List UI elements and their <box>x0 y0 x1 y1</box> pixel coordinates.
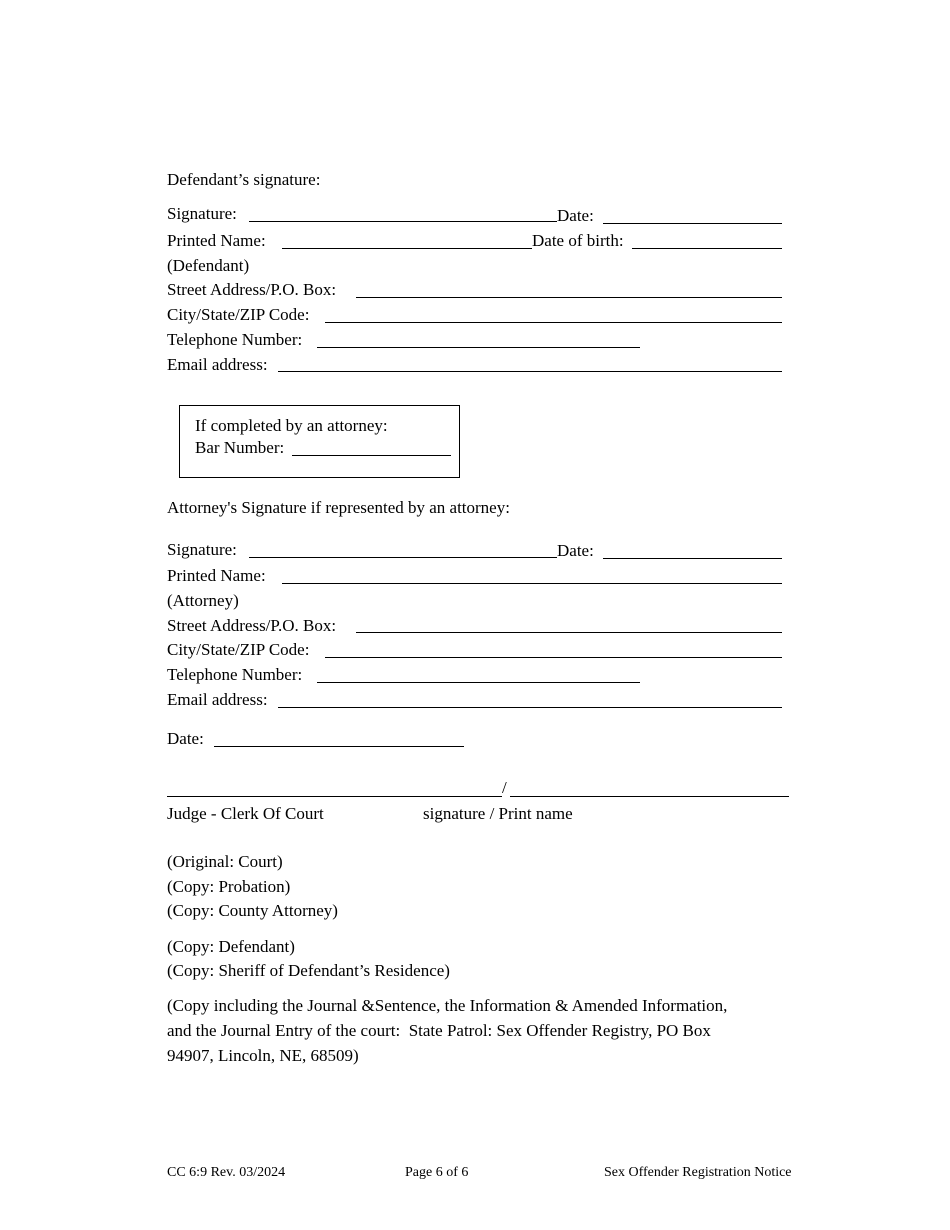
attorney-phone-field[interactable] <box>317 682 640 683</box>
order-date-field[interactable] <box>214 746 464 747</box>
footer-page-number: Page 6 of 6 <box>405 1165 469 1180</box>
attorney-signature-label: Signature: <box>167 540 237 559</box>
defendant-street-field[interactable] <box>356 297 782 298</box>
distribution-item: (Copy: County Attorney) <box>167 901 338 920</box>
attorney-city-label: City/State/ZIP Code: <box>167 640 310 659</box>
defendant-date-label: Date: <box>557 206 594 225</box>
attorney-role-note: (Attorney) <box>167 591 239 610</box>
defendant-printed-name-label: Printed Name: <box>167 231 266 250</box>
attorney-street-label: Street Address/P.O. Box: <box>167 616 337 635</box>
judge-print-name-line[interactable] <box>510 796 789 797</box>
patrol-note-line: (Copy including the Journal &Sentence, the Information & Amended Information, <box>167 996 728 1015</box>
distribution-item: (Copy: Sheriff of Defendant’s Residence) <box>167 961 450 980</box>
attorney-street-field[interactable] <box>356 632 782 633</box>
defendant-email-field[interactable] <box>278 371 782 372</box>
defendant-dob-label: Date of birth: <box>532 231 624 250</box>
attorney-email-label: Email address: <box>167 690 268 709</box>
attorney-box-title: If completed by an attorney: <box>195 416 388 435</box>
defendant-city-label: City/State/ZIP Code: <box>167 305 310 324</box>
attorney-date-field[interactable] <box>603 558 782 559</box>
attorney-email-field[interactable] <box>278 707 782 708</box>
attorney-signature-heading: Attorney's Signature if represented by an attorney: <box>167 498 510 517</box>
defendant-signature-field[interactable] <box>249 221 557 222</box>
defendant-signature-label: Signature: <box>167 204 237 223</box>
attorney-signature-field[interactable] <box>249 557 557 558</box>
attorney-city-field[interactable] <box>325 657 782 658</box>
footer-form-title: Sex Offender Registration Notice <box>604 1165 792 1180</box>
distribution-item: (Copy: Defendant) <box>167 937 295 956</box>
judge-slash: / <box>502 778 507 797</box>
defendant-date-field[interactable] <box>603 223 782 224</box>
distribution-item: (Copy: Probation) <box>167 877 291 896</box>
patrol-note-line: 94907, Lincoln, NE, 68509) <box>167 1046 359 1065</box>
bar-number-label: Bar Number: <box>195 438 285 457</box>
distribution-item: (Original: Court) <box>167 852 283 871</box>
defendant-signature-heading: Defendant’s signature: <box>167 170 321 189</box>
defendant-city-field[interactable] <box>325 322 782 323</box>
defendant-printed-name-field[interactable] <box>282 248 532 249</box>
attorney-phone-label: Telephone Number: <box>167 665 303 684</box>
attorney-date-label: Date: <box>557 541 594 560</box>
defendant-role-note: (Defendant) <box>167 256 250 275</box>
judge-signature-line[interactable] <box>167 796 502 797</box>
defendant-phone-label: Telephone Number: <box>167 330 303 349</box>
judge-clerk-label: Judge - Clerk Of Court <box>167 804 324 823</box>
defendant-phone-field[interactable] <box>317 347 640 348</box>
signature-print-name-label: signature / Print name <box>423 804 573 823</box>
order-date-label: Date: <box>167 729 204 748</box>
footer-form-id: CC 6:9 Rev. 03/2024 <box>167 1165 286 1180</box>
attorney-printed-name-label: Printed Name: <box>167 566 266 585</box>
defendant-street-label: Street Address/P.O. Box: <box>167 280 337 299</box>
defendant-dob-field[interactable] <box>632 248 782 249</box>
attorney-printed-name-field[interactable] <box>282 583 782 584</box>
bar-number-field[interactable] <box>292 455 451 456</box>
patrol-note-line: and the Journal Entry of the court: State Patrol: Sex Offender Registry, PO Box <box>167 1021 711 1040</box>
defendant-email-label: Email address: <box>167 355 268 374</box>
